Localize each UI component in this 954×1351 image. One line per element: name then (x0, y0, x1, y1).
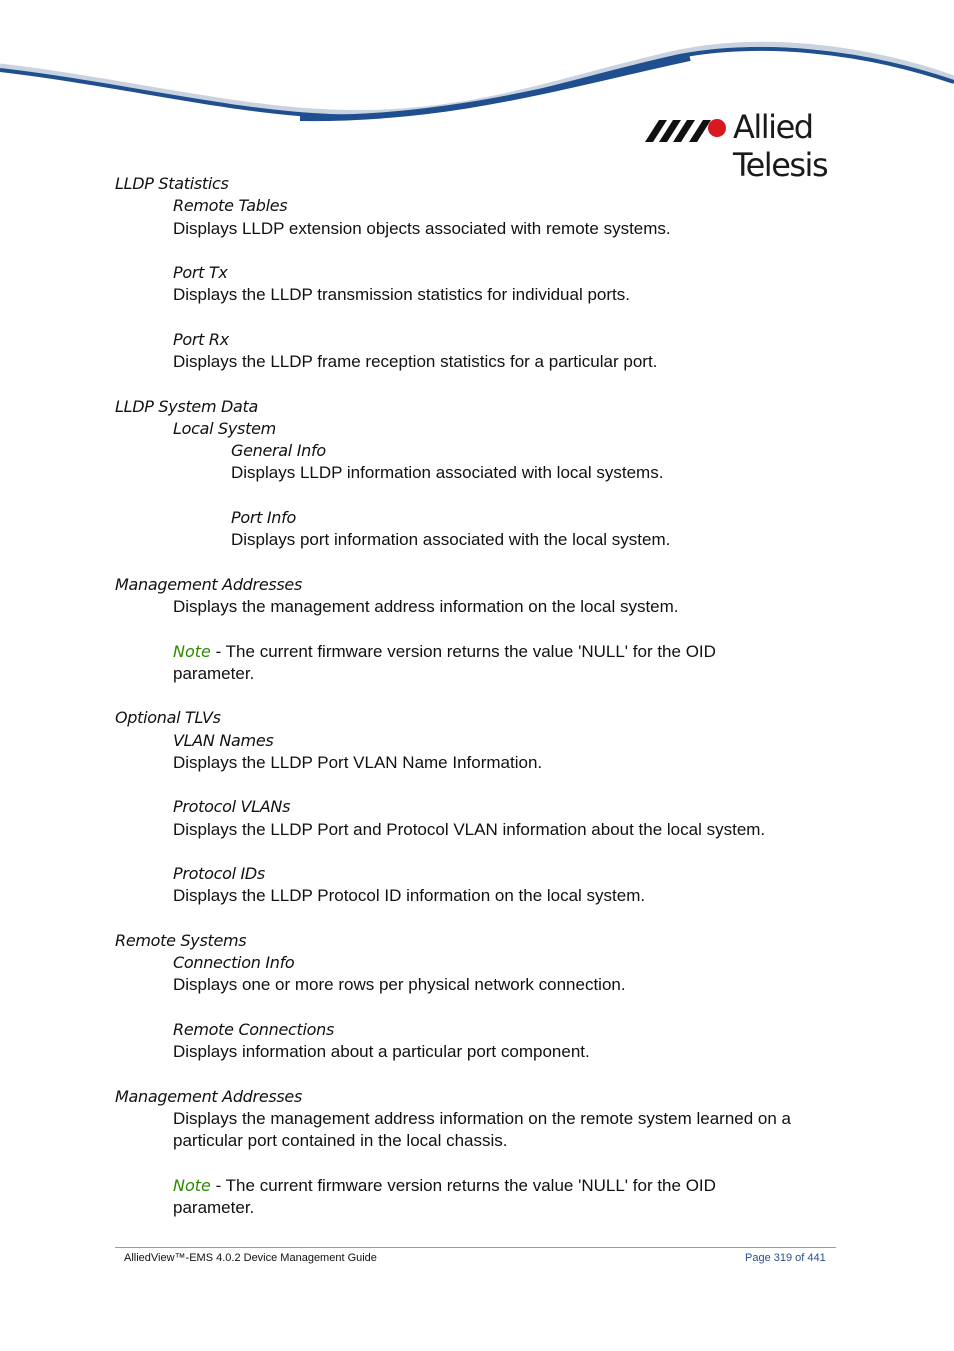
desc-protocol-vlans: Displays the LLDP Port and Protocol VLAN information about the local system. (173, 820, 766, 839)
heading-management-addresses-local: Management Addresses (115, 575, 303, 594)
heading-management-addresses-remote: Management Addresses (115, 1087, 303, 1106)
subheading-port-rx: Port Rx (173, 330, 229, 349)
note-local (173, 641, 716, 663)
subheading-local-system: Local System (173, 419, 276, 438)
desc-protocol-ids: Displays the LLDP Protocol ID information on the local system. (173, 886, 646, 905)
subheading-vlan-names: VLAN Names (173, 731, 274, 750)
brand-name: Allied Telesis (733, 108, 828, 184)
note-remote (173, 1175, 716, 1197)
note-text: - The current firmware version returns the value 'NULL' for the OID (210, 1176, 716, 1195)
subheading-protocol-ids: Protocol IDs (173, 864, 265, 883)
desc-port-rx: Displays the LLDP frame reception statistics for a particular port. (173, 352, 658, 371)
subheading-connection-info: Connection Info (173, 953, 295, 972)
subheading-port-info: Port Info (231, 508, 296, 527)
note-label: Note (173, 642, 211, 661)
footer-document-title: AlliedView™-EMS 4.0.2 Device Management Guide (124, 1252, 377, 1264)
desc-port-info: Displays port information associated with the local system. (231, 530, 671, 549)
desc-port-tx: Displays the LLDP transmission statistics for individual ports. (173, 285, 630, 304)
heading-lldp-system-data: LLDP System Data (115, 397, 259, 416)
heading-remote-systems: Remote Systems (115, 931, 247, 950)
footer-divider (115, 1247, 836, 1248)
heading-lldp-statistics: LLDP Statistics (115, 174, 229, 193)
subheading-protocol-vlans: Protocol VLANs (173, 797, 291, 816)
note-local-continued: parameter. (173, 664, 255, 683)
subheading-port-tx: Port Tx (173, 263, 228, 282)
note-remote-continued: parameter. (173, 1198, 255, 1217)
subheading-remote-tables: Remote Tables (173, 196, 288, 215)
desc-remote-tables: Displays LLDP extension objects associated with remote systems. (173, 219, 671, 238)
desc-remote-connections: Displays information about a particular port component. (173, 1042, 590, 1061)
note-label: Note (173, 1176, 211, 1195)
desc-management-addresses-remote: Displays the management address information on the remote system learned on a (173, 1109, 791, 1128)
desc-management-addresses-remote-continued: particular port contained in the local chassis. (173, 1131, 508, 1150)
footer-page-number: Page 319 of 441 (745, 1252, 826, 1264)
desc-connection-info: Displays one or more rows per physical network connection. (173, 975, 626, 994)
subheading-general-info: General Info (231, 441, 326, 460)
allied-telesis-emblem-icon (645, 112, 729, 146)
heading-optional-tlvs: Optional TLVs (115, 708, 221, 727)
desc-vlan-names: Displays the LLDP Port VLAN Name Information. (173, 753, 543, 772)
allied-telesis-logo (645, 108, 905, 184)
desc-management-addresses-local: Displays the management address information on the local system. (173, 597, 679, 616)
note-text: - The current firmware version returns the value 'NULL' for the OID (210, 642, 716, 661)
subheading-remote-connections: Remote Connections (173, 1020, 335, 1039)
desc-general-info: Displays LLDP information associated with local systems. (231, 463, 664, 482)
